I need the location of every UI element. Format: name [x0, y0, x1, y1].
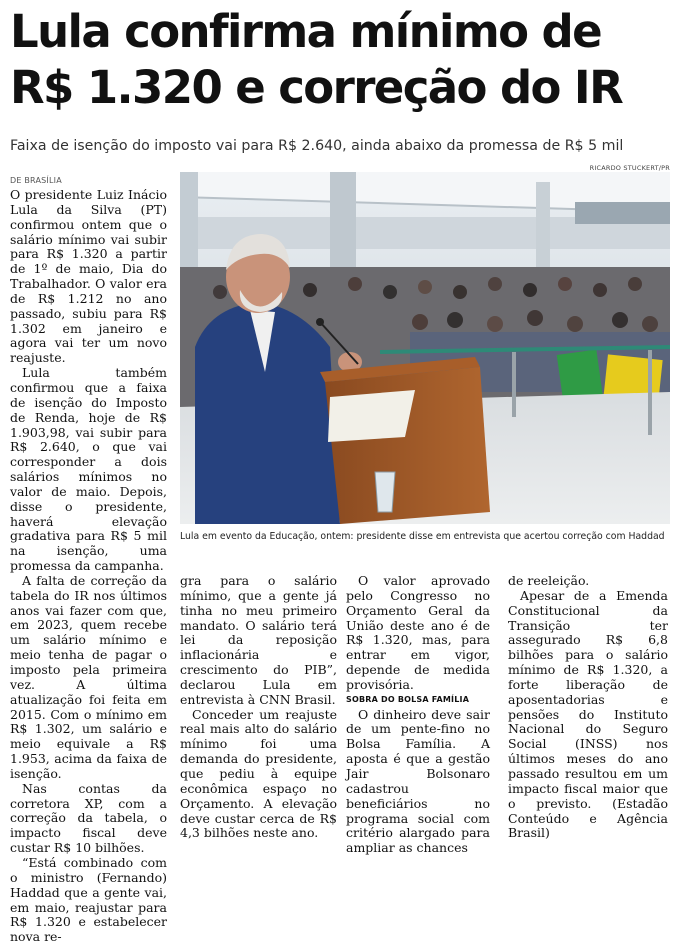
article-column-3 [346, 574, 490, 856]
dateline: DE BRASÍLIA [10, 176, 62, 185]
photo-caption: Lula em evento da Educação, ontem: presidente disse em entrevista que acertou correção com Haddad [180, 531, 665, 542]
paragraph: de reeleição. [508, 573, 590, 588]
article-column-1 [10, 188, 167, 945]
section-subtitle: SOBRA DO BOLSA FAMÍLIA [346, 694, 470, 704]
paragraph: gra para o salário mínimo, que a gente já tinha no meu primeiro mandato. O salário terá lei da reposição inflacionária e crescimento do PIB”, declarou Lula em entrevista à CNN Brasil. [180, 573, 337, 707]
photo-credit: RICARDO STUCKERT/PR [589, 164, 670, 172]
paragraph: O dinheiro deve sair de um pente-fino no Bolsa Família. A aposta é que a gestão Jair Bolsonaro cadastrou beneficiários no programa social com critério alargado para ampliar as chances [346, 706, 490, 856]
subheadline: Faixa de isenção do imposto vai para R$ 2.640, ainda abaixo da promessa de R$ 5 mil [10, 138, 624, 154]
photo-illustration [180, 172, 670, 524]
paragraph: Apesar de a Emenda Constitucional da Transição ter assegurado R$ 6,8 bilhões para o salário mínimo de R$ 1.320, a forte liberação de aposentadorias e pensões do Instituto Nacional do Seguro Social (INSS) nos últimos meses do ano passado resultou em um impacto fiscal maior que o previsto. (Estadão Conteúdo e Agência Brasil) [508, 587, 668, 841]
paragraph: O valor aprovado pelo Congresso no Orçamento Geral da União deste ano é de R$ 1.320, mas, para entrar em vigor, depende de medida provisória. [346, 573, 490, 692]
headline: Lula confirma mínimo de R$ 1.320 e correção do IR [10, 5, 623, 114]
paragraph: A falta de correção da tabela do IR nos últimos anos vai fazer com que, em 2023, quem recebe um salário mínimo e meio tenha de pagar o imposto pela primeira vez. A última atualização foi feita em 2015. Com o mínimo em R$ 1.302, um salário e meio equivale a R$ 1.953, acima da faixa de isenção. [10, 572, 167, 781]
paragraph: O presidente Luiz Inácio Lula da Silva (PT) confirmou ontem que o salário mínimo vai subir para R$ 1.320 a partir de 1º de maio, Dia do Trabalhador. O valor era de R$ 1.212 no ano passado, subiu para R$ 1.302 em janeiro e agora vai ter um novo reajuste. [10, 187, 167, 366]
paragraph: “Está combinado com o ministro (Fernando) Haddad que a gente vai, em maio, reajustar para R$ 1.320 e estabelecer nova re- [10, 854, 167, 945]
paragraph: Conceder um reajuste real mais alto do salário mínimo foi uma demanda do presidente, que pediu à equipe econômica espaço no Orçamento. A elevação deve custar cerca de R$ 4,3 bilhões neste ano. [180, 706, 337, 841]
paragraph: Lula também confirmou que a faixa de isenção do Imposto de Renda, hoje de R$ 1.903,98, vai subir para R$ 2.640, o que vai corresponder a dois salários mínimos no valor de maio. Depois, disse o presidente, haverá elevação gradativa para R$ 5 mil na isenção, uma promessa da campanha. [10, 365, 167, 574]
paragraph: Nas contas da corretora XP, com a correção da tabela, o impacto fiscal deve custar R$ 10 bilhões. [10, 780, 167, 856]
article-column-4 [508, 574, 668, 841]
press-photo [180, 172, 670, 524]
article-column-2 [180, 574, 337, 841]
